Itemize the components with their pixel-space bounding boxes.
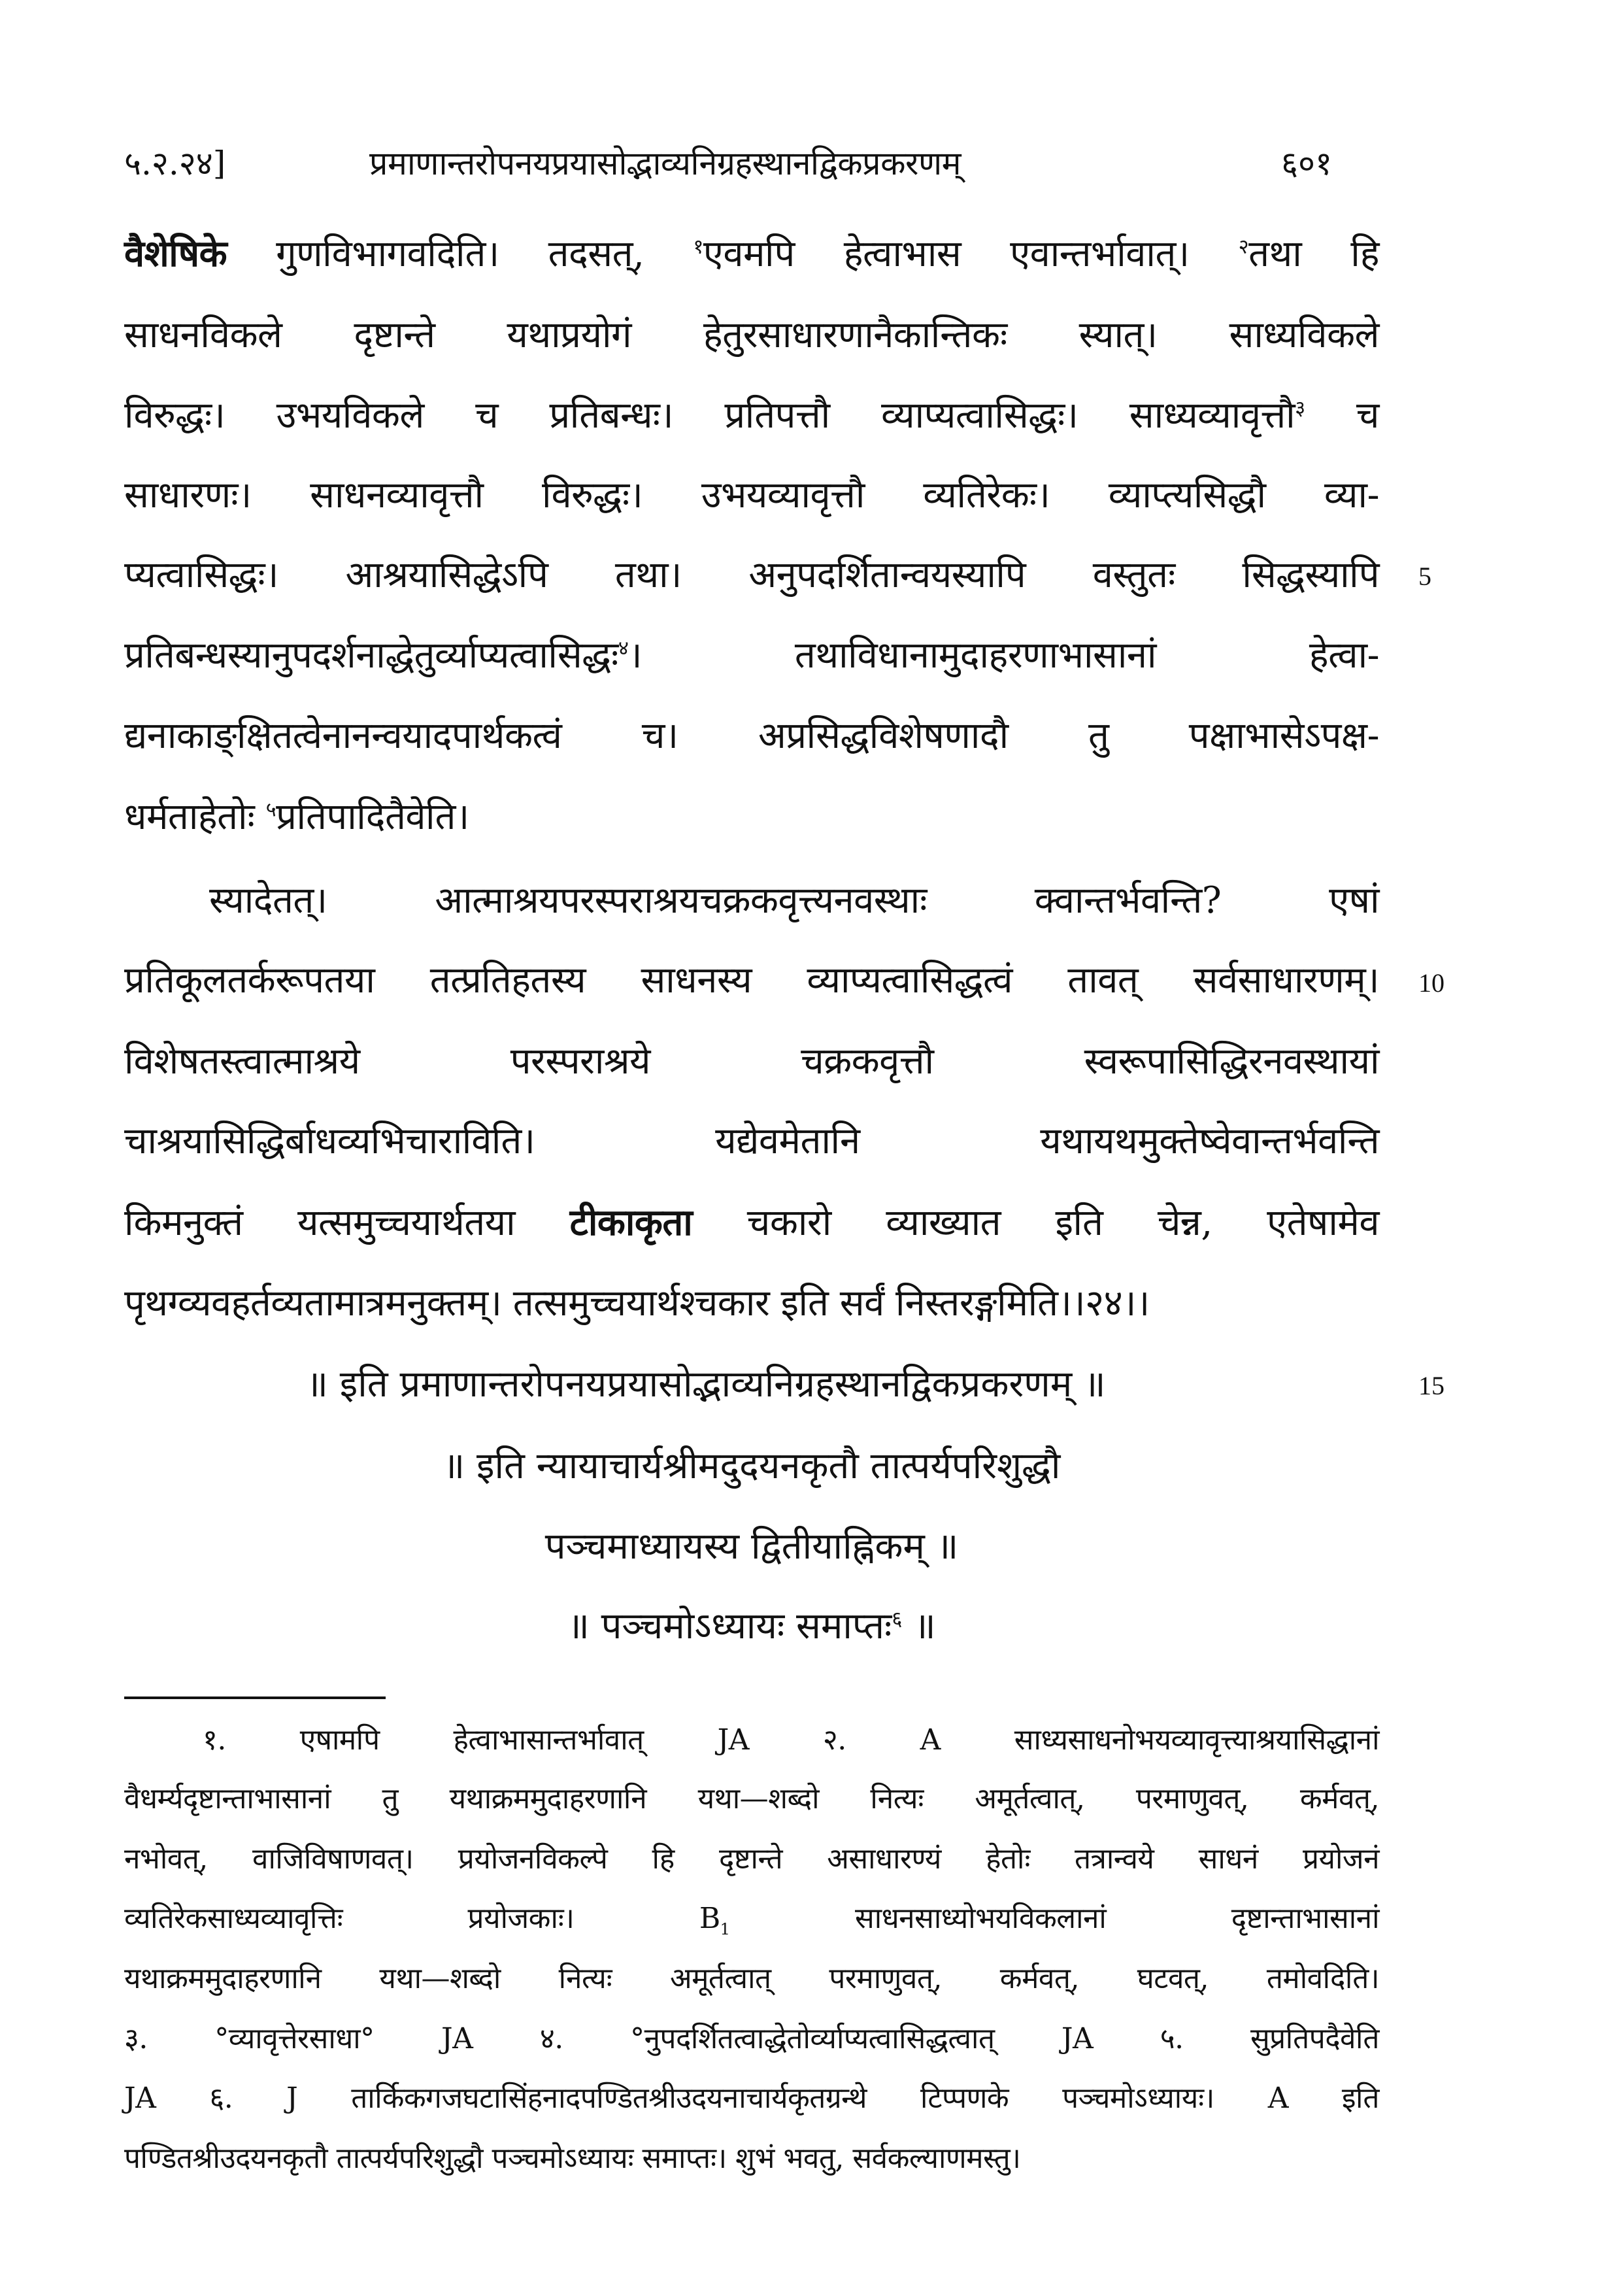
footnote-rule <box>124 1697 386 1699</box>
text-line: साधारणः। साधनव्यावृत्तौ विरुद्धः। उभयव्यावृत्तौ व्यतिरेकः। व्याप्त्यसिद्धौ व्या- <box>124 474 1379 516</box>
text-line: धर्मताहेतोः $^५$प्रतिपादितैवेति। <box>124 796 469 838</box>
footnote-line: ३. °व्यावृत्तेरसाधा° JA ४. °नुपदर्शितत्वाद्धेतोर्व्याप्यत्वासिद्धत्वात् JA ५. सुप्रतिपदैवेति <box>124 2022 1379 2055</box>
footnote-line: पण्डितश्रीउदयनकृतौ तात्पर्यपरिशुद्धौ पञ्चमोऽध्यायः समाप्तः। शुभं भवतु, सर्वकल्याणमस्तु। <box>124 2142 1021 2175</box>
bold-term: वैशेषिके <box>124 232 227 275</box>
footnote-marker: ३ <box>1295 396 1305 420</box>
section-colophon: ॥ इति प्रमाणान्तरोपनयप्रयासोद्भाव्यनिग्रहस्थानद्विकप्रकरणम् ॥ <box>306 1363 1106 1406</box>
footnote-marker: ६ <box>892 1607 903 1631</box>
text-line: द्यनाकाङ्क्षितत्वेनानन्वयादपार्थकत्वं च। अप्रसिद्धविशेषणादौ तु पक्षाभासेऽपक्ष- <box>124 715 1379 757</box>
text-line: स्यादेतत्। आत्माश्रयपरस्पराश्रयचक्रकवृत्त्यनवस्थाः क्वान्तर्भवन्ति? एषां <box>209 879 1379 922</box>
footnote-line: १. एषामपि हेत्वाभासान्तर्भावात् JA २. A साध्यसाधनोभयव्यावृत्त्याश्रयासिद्धानां <box>203 1723 1379 1757</box>
text-line: साधनविकले दृष्टान्ते यथाप्रयोगं हेतुरसाधारणानैकान्तिकः स्यात्। साध्यविकले <box>124 314 1379 356</box>
chapter-end: ॥ पञ्चमोऽध्यायः समाप्तः$^६$ ॥ <box>567 1605 936 1647</box>
text-line: विशेषतस्त्वात्माश्रये परस्पराश्रये चक्रकवृत्तौ स्वरूपासिद्धिरनवस्थायां <box>124 1040 1379 1083</box>
footnote-line: JA ६. J तार्किकगजघटासिंहनादपण्डितश्रीउदयनाचार्यकृतग्रन्थे टिप्पणके पञ्चमोऽध्यायः। A इति <box>124 2082 1379 2115</box>
footnote-line: यथाक्रममुदाहरणानि यथा—शब्दो नित्यः अमूर्तत्वात् परमाणुवत्, कर्मवत्, घटवत्, तमोवदिति। <box>124 1962 1379 1995</box>
text-line: किमनुक्तं यत्समुच्चयार्थतया टीकाकृता चकारो व्याख्यात इति चेन्न, एतेषामेव <box>124 1201 1379 1244</box>
text-line: वैशेषिके गुणविभागवदिति। तदसत्, $^१$एवमपि हेत्वाभास एवान्तर्भावात्। $^२$तथा हि <box>124 232 1379 275</box>
footnote-line: व्यतिरेकसाध्यव्यावृत्तिः प्रयोजकाः। $B_1$ साधनसाध्योभयविकलानां दृष्टान्ताभासानां <box>124 1902 1379 1938</box>
footnote-line: नभोवत्, वाजिविषाणवत्। प्रयोजनविकल्पे हि दृष्टान्ते असाधारण्यं हेतोः तत्रान्वये साधनं प्रयोजनं <box>124 1842 1379 1876</box>
footnote-marker: ५ <box>265 798 276 822</box>
bold-term: टीकाकृता <box>569 1201 693 1244</box>
text-line: विरुद्धः। उभयविकले च प्रतिबन्धः। प्रतिपत्तौ व्याप्यत्वासिद्धः। साध्यव्यावृत्तौ$^३$ च <box>124 394 1379 437</box>
line-number: 10 <box>1418 968 1445 998</box>
page-section-ref: ५.२.२४] <box>124 144 226 182</box>
footnote-marker: ४ <box>618 636 629 660</box>
chapter-colophon: ॥ इति न्यायाचार्यश्रीमदुदयनकृतौ तात्पर्यपरिशुद्धौ <box>443 1445 1061 1487</box>
line-number: 5 <box>1418 562 1431 591</box>
footnote-line: वैधर्म्यदृष्टान्ताभासानां तु यथाक्रममुदाहरणानि यथा—शब्दो नित्यः अमूर्तत्वात्, परमाणुवत्, कर्मवत्, <box>124 1782 1379 1815</box>
text-line: पृथग्व्यवहर्तव्यतामात्रमनुक्तम्। तत्समुच्चयार्थश्चकार इति सर्वं निस्तरङ्गमिति।।२४।। <box>124 1282 1150 1325</box>
text-line: प्रतिबन्धस्यानुपदर्शनाद्धेतुर्व्याप्यत्वासिद्धः$^४$। तथाविधानामुदाहरणाभासानां हेत्वा- <box>124 634 1379 677</box>
footnote-marker: १ <box>693 235 703 259</box>
text-line: प्रतिकूलतर्करूपतया तत्प्रतिहतस्य साधनस्य व्याप्यत्वासिद्धत्वं तावत् सर्वसाधारणम्। <box>124 959 1379 1002</box>
footnote-marker: २ <box>1238 235 1249 259</box>
text-line: चाश्रयासिद्धिर्बाधव्यभिचाराविति। यद्येवमेतानि यथायथमुक्तेष्वेवान्तर्भवन्ति <box>124 1120 1379 1162</box>
line-number: 15 <box>1418 1371 1445 1400</box>
text-line: प्यत्वासिद्धः। आश्रयासिद्धेऽपि तथा। अनुपदर्शितान्वयस्यापि वस्तुतः सिद्धस्यापि <box>124 554 1379 596</box>
page-number: ६०१ <box>1281 144 1332 182</box>
running-head-title: प्रमाणान्तरोपनयप्रयासोद्भाव्यनिग्रहस्थानद्विकप्रकरणम् <box>369 144 961 182</box>
chapter-colophon: पञ्चमाध्यायस्य द्वितीयाह्निकम् ॥ <box>544 1525 959 1568</box>
